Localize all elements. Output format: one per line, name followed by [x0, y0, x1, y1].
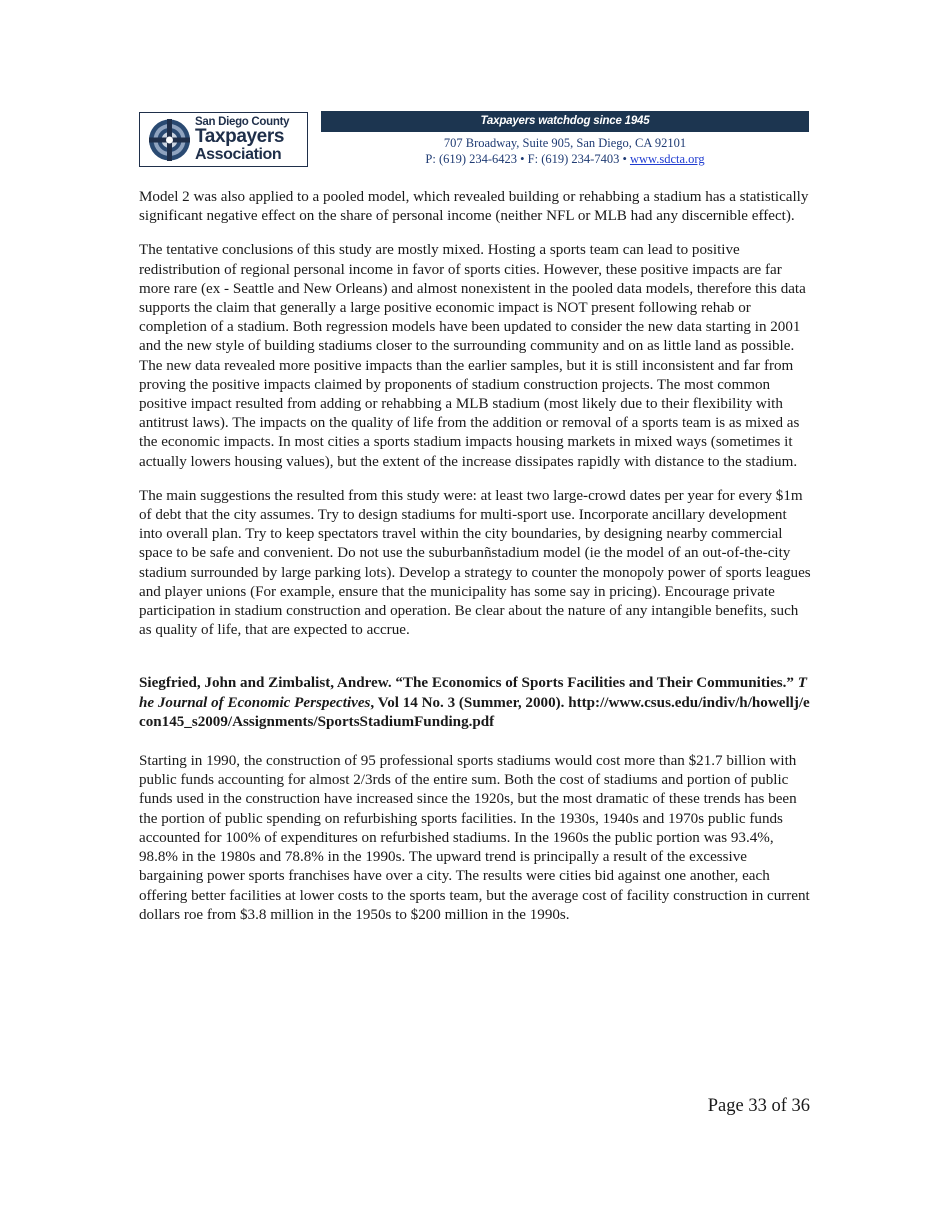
paragraph-suggestions: The main suggestions the resulted from this study were: at least two large-crowd dates per year for every $1m of debt that the city assumes. Try to design stadiums for multi-sport use. Incorporate ancillary development into overall plan. Try to keep spectators travel within the city boundaries, by designing nearby commercial space to be safe and convenient. Do not use the suburbanñstadium model (ie the model of an out-of-the-city stadium surrounded by large parking lots). Develop a strategy to counter the monopoly power of sports leagues and player unions (For example, ensure that the municipality has some say in pricing). Encourage private participation in stadium construction and operation. Be clear about the nature of any intangible benefits, such as quality of life, that are expected to accrue.	[139, 487, 811, 639]
citation-journal: The Journal of Economic Perspectives	[139, 675, 807, 711]
citation-url: http://www.csus.edu/indiv/h/howellj/econ145_s2009/Assignments/SportsStadiumFunding.pdf	[139, 694, 810, 730]
website-link[interactable]: www.sdcta.org	[629, 152, 705, 166]
paragraph-model-2: Model 2 was also applied to a pooled model, which revealed building or rehabbing a stadium has a statistically significant negative effect on the share of personal income (neither NFL or MLB had any discernible effect).	[139, 189, 809, 225]
letterhead	[139, 111, 809, 169]
contact-block	[321, 135, 809, 167]
citation-authors-title: Siegfried, John and Zimbalist, Andrew. “The Economics of Sports Facilities and Their Communities.”	[139, 675, 794, 692]
body-text	[139, 188, 811, 940]
citation-heading	[139, 674, 811, 732]
seal-icon	[148, 118, 191, 162]
association-logo	[139, 112, 308, 167]
logo-line-county: San Diego County	[195, 116, 290, 128]
phone-fax: P: (619) 234-6423 • F: (619) 234-7403 •	[425, 152, 627, 166]
phone-fax-line	[321, 151, 809, 167]
page-number: Page 33 of 36	[707, 1096, 810, 1116]
logo-line-taxpayers: Taxpayers	[195, 126, 284, 147]
logo-line-association: Association	[195, 146, 282, 163]
street-address: 707 Broadway, Suite 905, San Diego, CA 92101	[443, 136, 687, 150]
logo-wordmark	[195, 116, 307, 163]
paragraph-funding-trends: Starting in 1990, the construction of 95 professional sports stadiums would cost more than $21.7 billion with public funds accounting for almost 2/3rds of the entire sum. Both the cost of stadiums and portion of public funds used in the construction have increased since the 1920s, but the most dramatic of these trends has been the portion of public spending on refurbishing sports facilities. In the 1930s, 1940s and 1970s public funds accounted for 100% of expenditures on refurbished stadiums. In the 1960s the public portion was 93.4%, 98.8% in the 1980s and 78.8% in the 1990s. The upward trend is principally a result of the excessive bargaining power sports franchises have over a city. The results were cities bid against one another, each offering better facilities at lower costs to the sports team, but the average cost of facility construction in current dollars roe from $3.8 million in the 1950s to $200 million in the 1990s.	[139, 753, 810, 923]
citation-volume: , Vol 14 No. 3 (Summer, 2000).	[370, 694, 565, 711]
tagline-banner: Taxpayers watchdog since 1945	[321, 111, 809, 132]
paragraph-conclusions: The tentative conclusions of this study are mostly mixed. Hosting a sports team can lead to positive redistribution of regional personal income in favor of sports cities. However, these positive impacts are far more rare (ex - Seattle and New Orleans) and almost nonexistent in the pooled data models, therefore this data supports the claim that generally a large positive economic impact is NOT present following rehab or completion of a stadium. Both regression models have been updated to consider the new data starting in 2001 and the new style of building stadiums closer to the surrounding community and on as little land as possible. The new data revealed more positive impacts than the earlier samples, but it is still inconsistent and far from proving the positive impacts claimed by proponents of stadium construction projects. The most common positive impact resulted from adding or rehabbing a MLB stadium (most likely due to their flexibility with antitrust laws). The impacts on the quality of life from the addition or removal of a sports team is as mixed as the economic impacts. In most cities a sports stadium impacts housing markets in mixed ways (sometimes it actually lowers housing values), but the extent of the increase dissipates rapidly with distance to the stadium.	[139, 242, 806, 470]
